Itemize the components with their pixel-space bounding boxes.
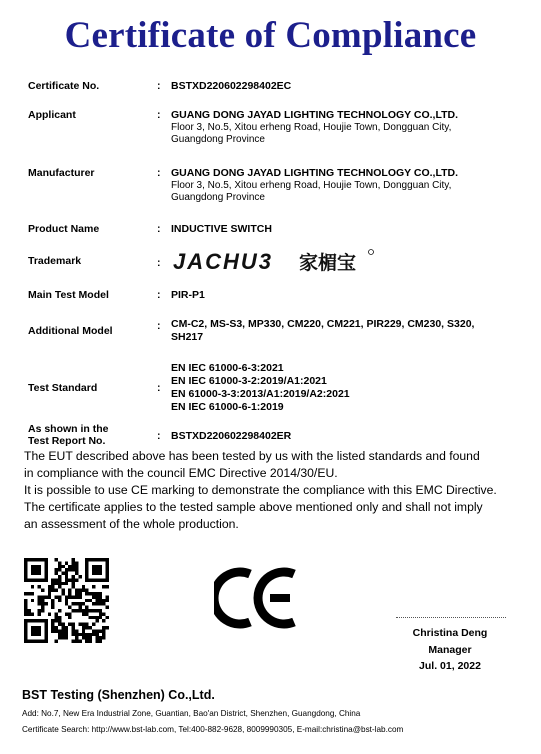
cert-no-label: Certificate No. xyxy=(28,80,100,92)
model-value: PIR-P1 xyxy=(171,289,205,301)
applicant-name: GUANG DONG JAYAD LIGHTING TECHNOLOGY CO.,LTD. xyxy=(171,109,459,121)
model-label: Main Test Model xyxy=(28,289,109,301)
applicant-address-line1: Floor 3, No.5, Xitou erheng Road, Houjie Town, Dongguan City, xyxy=(171,122,452,133)
signature-line xyxy=(396,617,506,618)
additional-model-label: Additional Model xyxy=(28,325,113,337)
additional-model-line2: SH217 xyxy=(171,331,204,343)
trademark-label: Trademark xyxy=(28,255,82,267)
logo-latin-text: JACHU3 xyxy=(173,249,274,274)
compliance-text-line: The EUT described above has been tested by us with the listed standards and found xyxy=(24,449,480,463)
report-label-line2: Test Report No. xyxy=(28,435,106,447)
colon: : xyxy=(157,109,161,121)
standard-item: EN 61000-3-3:2013/A1:2019/A2:2021 xyxy=(171,388,350,400)
footer-search: Certificate Search: http://www.bst-lab.com, Tel:400-882-9628, 8009990305, E-mail:christina@bst-lab.com xyxy=(22,725,404,734)
compliance-text-line: The certificate applies to the tested sample above mentioned only and shall not imply xyxy=(24,500,483,514)
product-name-value: INDUCTIVE SWITCH xyxy=(171,223,272,235)
certificate-title: Certificate of Compliance xyxy=(64,15,477,56)
compliance-text-line: in compliance with the council EMC Directive 2014/30/EU. xyxy=(24,466,338,480)
standard-item: EN IEC 61000-6-3:2021 xyxy=(171,362,284,374)
manufacturer-name: GUANG DONG JAYAD LIGHTING TECHNOLOGY CO.,LTD. xyxy=(171,167,459,179)
standard-item: EN IEC 61000-6-1:2019 xyxy=(171,401,284,413)
ce-mark-icon xyxy=(214,566,302,630)
colon: : xyxy=(157,80,161,92)
footer-company: BST Testing (Shenzhen) Co.,Ltd. xyxy=(22,688,215,702)
trademark-logo xyxy=(171,248,375,274)
colon: : xyxy=(157,289,161,301)
manufacturer-address-line2: Guangdong Province xyxy=(171,192,265,203)
standard-item: EN IEC 61000-3-2:2019/A1:2021 xyxy=(171,375,327,387)
report-number: BSTXD220602298402ER xyxy=(171,430,292,442)
manufacturer-address-line1: Floor 3, No.5, Xitou erheng Road, Houjie Town, Dongguan City, xyxy=(171,180,452,191)
colon: : xyxy=(157,223,161,235)
colon: : xyxy=(157,257,161,269)
logo-cn-text: 家楣宝 xyxy=(299,252,357,274)
compliance-text-line: It is possible to use CE marking to demonstrate the compliance with this EMC Directive. xyxy=(24,483,497,497)
colon: : xyxy=(157,320,161,332)
cert-no-value: BSTXD220602298402EC xyxy=(171,80,292,92)
test-standard-label: Test Standard xyxy=(28,382,98,394)
signatory-title: Manager xyxy=(428,644,472,656)
applicant-label: Applicant xyxy=(28,109,76,121)
compliance-text-line: an assessment of the whole production. xyxy=(24,517,239,531)
report-label-line1: As shown in the xyxy=(28,423,109,435)
manufacturer-label: Manufacturer xyxy=(28,167,95,179)
product-name-label: Product Name xyxy=(28,223,100,235)
colon: : xyxy=(157,382,161,394)
qr-code-icon[interactable] xyxy=(24,558,109,643)
issue-date: Jul. 01, 2022 xyxy=(419,660,481,672)
signatory-name: Christina Deng xyxy=(412,627,488,639)
applicant-address-line2: Guangdong Province xyxy=(171,134,265,145)
additional-model-line1: CM-C2, MS-S3, MP330, CM220, CM221, PIR229, CM230, S320, xyxy=(171,318,475,330)
colon: : xyxy=(157,430,161,442)
colon: : xyxy=(157,167,161,179)
footer-address: Add: No.7, New Era Industrial Zone, Guantian, Bao'an District, Shenzhen, Guangdong, China xyxy=(22,709,361,718)
